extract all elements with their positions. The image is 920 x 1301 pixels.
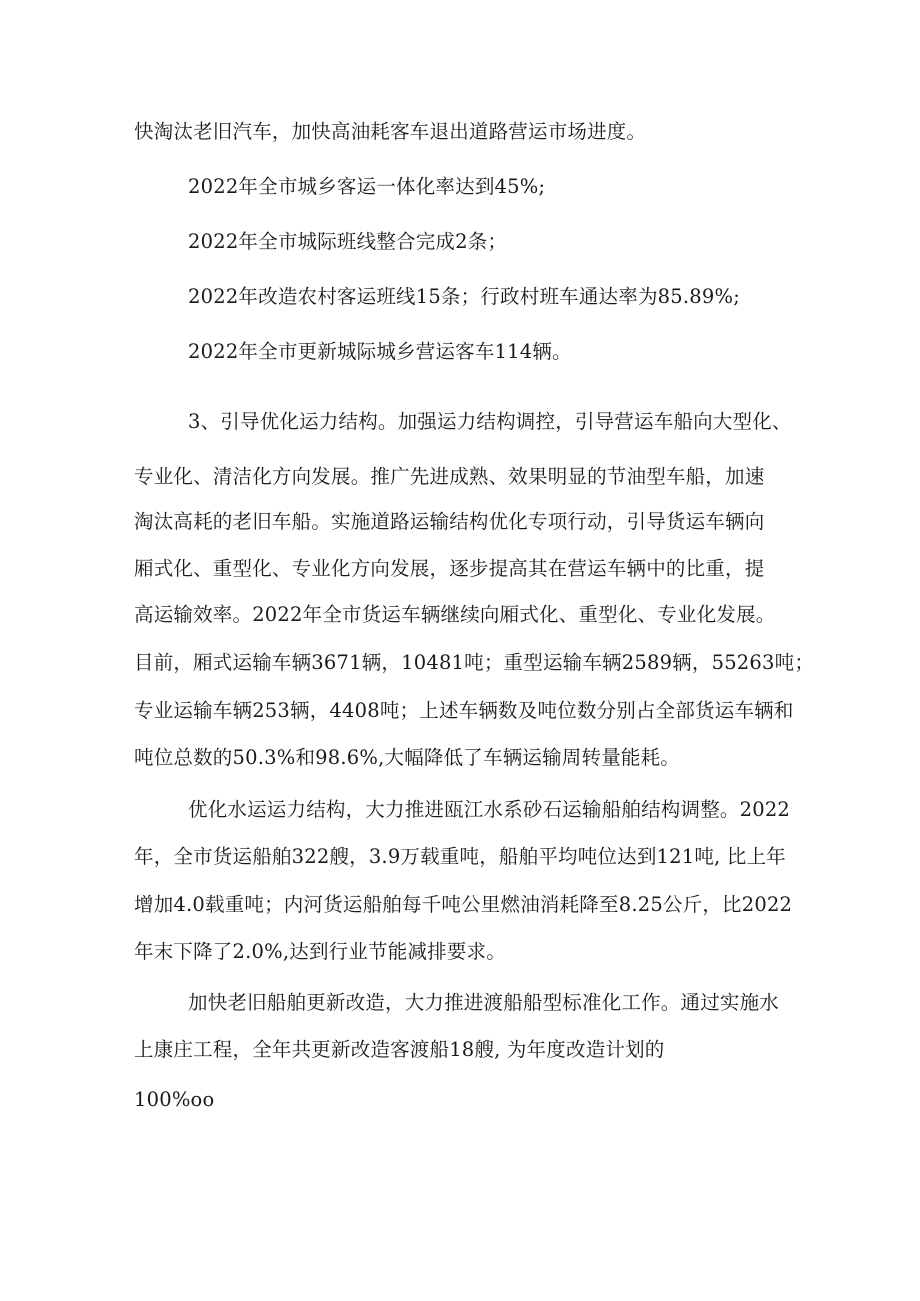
text-line: 2022年改造农村客运班线15条；行政村班车通达率为85.89%; xyxy=(188,285,740,308)
text-line: 高运输效率。2022年全市货运车辆继续向厢式化、重型化、专业化发展。 xyxy=(134,603,776,626)
text-line: 3、引导优化运力结构。加强运力结构调控，引导营运车船向大型化、 xyxy=(188,410,792,433)
text-line: 吨位总数的50.3%和98.6%,大幅降低了车辆运输周转量能耗。 xyxy=(134,746,680,769)
text-line: 厢式化、重型化、专业化方向发展，逐步提高其在营运车辆中的比重，提 xyxy=(134,557,765,580)
text-line: 加快老旧船舶更新改造，大力推进渡船船型标准化工作。通过实施水 xyxy=(188,991,780,1014)
text-line: 快淘汰老旧汽车，加快高油耗客车退出道路营运市场进度。 xyxy=(134,120,647,143)
text-line: 淘汰高耗的老旧车船。实施道路运输结构优化专项行动，引导货运车辆向 xyxy=(134,510,765,533)
text-line: 年，全市货运船舶322艘，3.9万载重吨，船舶平均吨位达到121吨, 比上年 xyxy=(134,845,786,868)
text-line: 年末下降了2.0%,达到行业节能减排要求。 xyxy=(134,940,506,963)
text-line: 优化水运运力结构，大力推进瓯江水系砂石运输船舶结构调整。2022 xyxy=(188,798,791,821)
text-line: 上康庄工程，全年共更新改造客渡船18艘, 为年度改造计划的 xyxy=(134,1038,665,1061)
text-line: 增加4.0载重吨；内河货运船舶每千吨公里燃油消耗降至8.25公斤，比2022 xyxy=(134,893,793,916)
text-line: 专业化、清洁化方向发展。推广先进成熟、效果明显的节油型车船，加速 xyxy=(134,465,765,488)
text-line: 100%oo xyxy=(134,1088,215,1111)
text-line: 专业运输车辆253辆，4408吨；上述车辆数及吨位数分别占全部货运车辆和 xyxy=(134,699,794,722)
text-line: 目前，厢式运输车辆3671辆，10481吨；重型运输车辆2589辆，55263吨； xyxy=(134,651,815,674)
text-line: 2022年全市城际班线整合完成2条； xyxy=(188,230,508,253)
text-line: 2022年全市城乡客运一体化率达到45%; xyxy=(188,175,546,198)
text-line: 2022年全市更新城际城乡营运客车114辆。 xyxy=(188,340,572,363)
